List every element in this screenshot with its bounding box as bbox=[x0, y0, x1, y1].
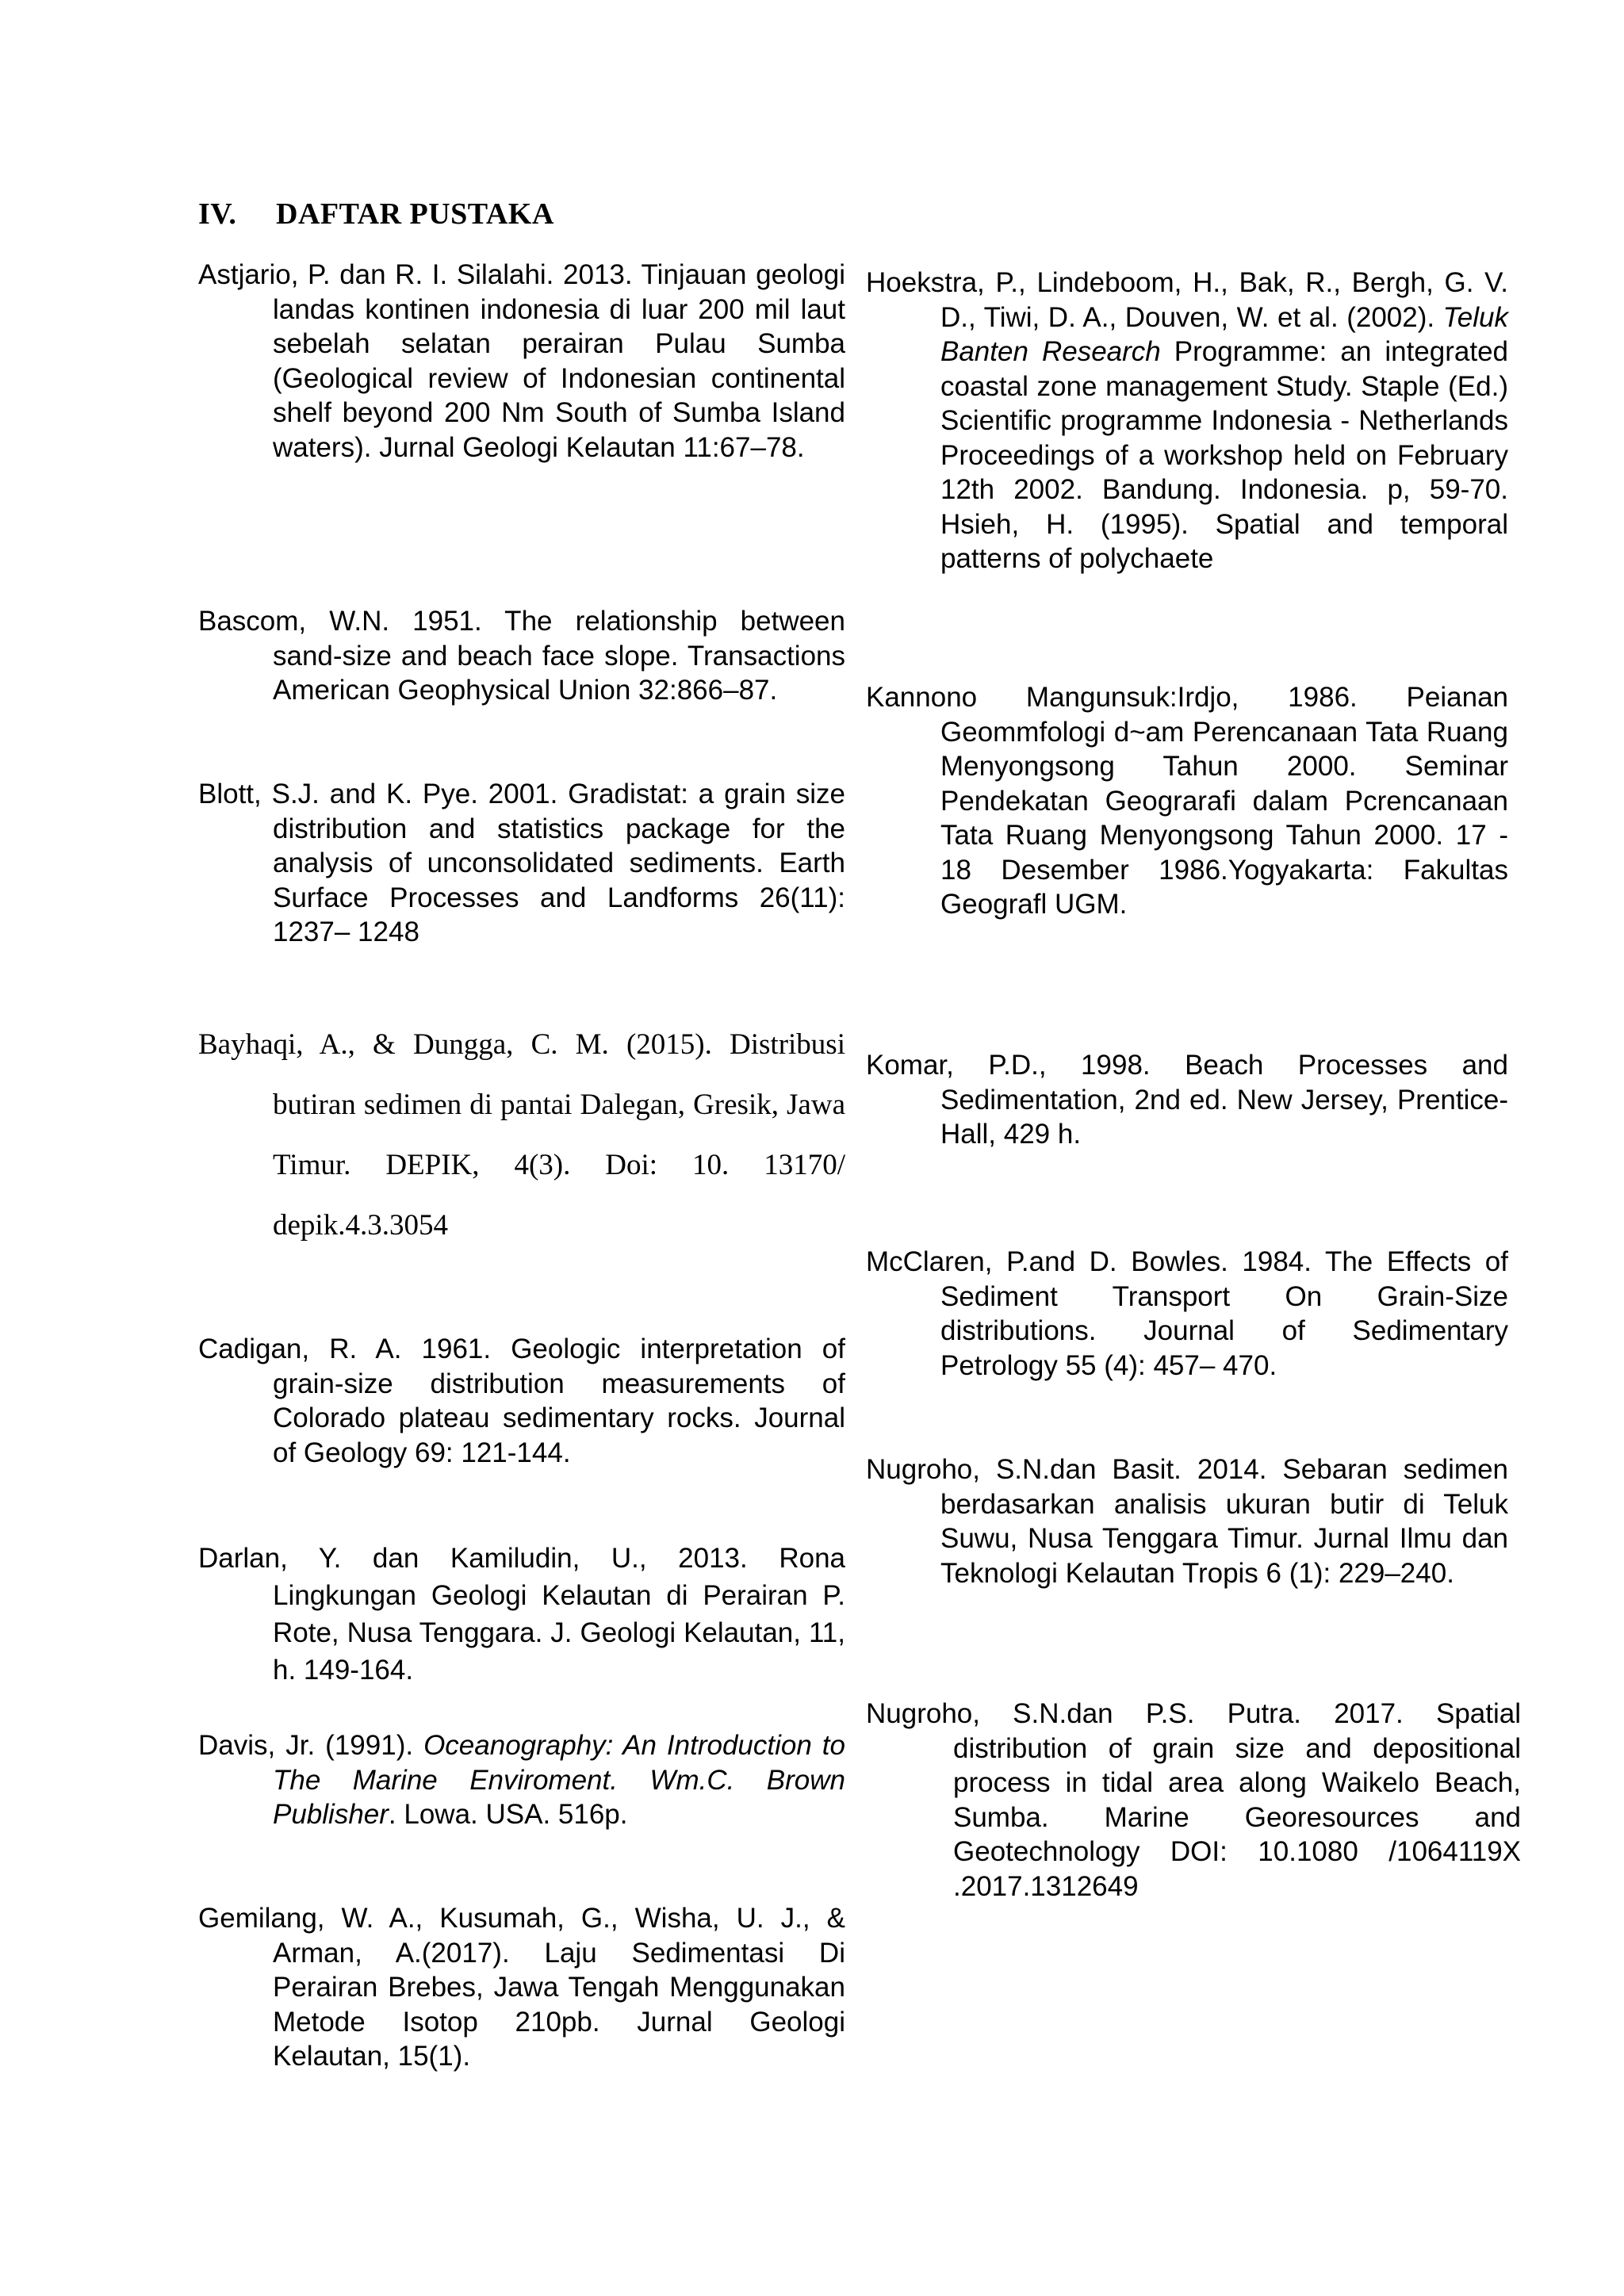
reference-cadigan: Cadigan, R. A. 1961. Geologic interpretation of grain-size distribution measurements of Colorado plateau sedimentary rocks. Journal of Geology 69: 121-144. bbox=[198, 1334, 845, 1468]
reference-mcclaren: McClaren, P.and D. Bowles. 1984. The Effects of Sediment Transport On Grain-Size distributions. Journal of Sedimentary Petrology 55 (4): 457– 470. bbox=[866, 1246, 1508, 1381]
reference-nugroho-2014: Nugroho, S.N.dan Basit. 2014. Sebaran sedimen berdasarkan analisis ukuran butir di Teluk Suwu, Nusa Tenggara Timur. Jurnal Ilmu dan Teknologi Kelautan Tropis 6 (1): 229–240. bbox=[866, 1454, 1508, 1589]
reference-blott: Blott, S.J. and K. Pye. 2001. Gradistat: a grain size distribution and statistics package for the analysis of unconsolidated sediments. Earth Surface Processes and Landforms 26(11): 1237– 1248 bbox=[198, 779, 845, 947]
reference-gemilang: Gemilang, W. A., Kusumah, G., Wisha, U. J., & Arman, A.(2017). Laju Sedimentasi Di Perairan Brebes, Jawa Tengah Menggunakan Metode Isotop 210pb. Jurnal Geologi Kelautan, 15(1). bbox=[198, 1903, 845, 2072]
reference-bayhaqi: Bayhaqi, A., & Dungga, C. M. (2015). Distribusi butiran sedimen di pantai Dalegan, Gresik, Jawa Timur. DEPIK, 4(3). Doi: 10. 13170/ depik.4.3.3054 bbox=[198, 1028, 845, 1242]
reference-komar: Komar, P.D., 1998. Beach Processes and Sedimentation, 2nd ed. New Jersey, Prentice- Hall, 429 h. bbox=[866, 1050, 1508, 1150]
reference-nugroho-2017: Nugroho, S.N.dan P.S. Putra. 2017. Spatial distribution of grain size and depositional process in tidal area along Waikelo Beach, Sumba. Marine Georesources and Geotechnology DOI: 10.1080 /1064119X .2017.1312649 bbox=[866, 1698, 1521, 1902]
reference-davis: Davis, Jr. (1991). Oceanography: An Introduction to The Marine Enviroment. Wm.C. Brown Publisher. Lowa. USA. 516p. bbox=[198, 1730, 845, 1830]
reference-darlan: Darlan, Y. dan Kamiludin, U., 2013. Rona Lingkungan Geologi Kelautan di Perairan P. Rote, Nusa Tenggara. J. Geologi Kelautan, 11, h. 149-164. bbox=[198, 1543, 845, 1686]
section-heading bbox=[198, 197, 554, 232]
section-number: IV. bbox=[198, 197, 237, 231]
section-title: DAFTAR PUSTAKA bbox=[276, 197, 554, 231]
reference-hoekstra: Hoekstra, P., Lindeboom, H., Bak, R., Bergh, G. V. D., Tiwi, D. A., Douven, W. et al. (2002). Teluk Banten Research Programme: an integrated coastal zone management Study. Staple (Ed.) Scientific programme Indonesia - Netherlands Proceedings of a workshop held on February 12th 2002. Bandung. Indonesia. p, 59-70. Hsieh, H. (1995). Spatial and temporal patterns of polychaete bbox=[866, 267, 1509, 574]
reference-bascom: Bascom, W.N. 1951. The relationship between sand-size and beach face slope. Transactions American Geophysical Union 32:866–87. bbox=[198, 606, 845, 706]
reference-kannono: Kannono Mangunsuk:Irdjo, 1986. Peianan Geommfologi d~am Perencanaan Tata Ruang Menyongsong Tahun 2000. Seminar Pendekatan Geograrafi dalam Pcrencanaan Tata Ruang Menyongsong Tahun 2000. 17 - 18 Desember 1986.Yogyakarta: Fakultas Geografl UGM. bbox=[866, 682, 1508, 920]
reference-astjario: Astjario, P. dan R. I. Silalahi. 2013. Tinjauan geologi landas kontinen indonesia di luar 200 mil laut sebelah selatan perairan Pulau Sumba (Geological review of Indonesian continental shelf beyond 200 Nm South of Sumba Island waters). Jurnal Geologi Kelautan 11:67–78. bbox=[198, 259, 845, 463]
